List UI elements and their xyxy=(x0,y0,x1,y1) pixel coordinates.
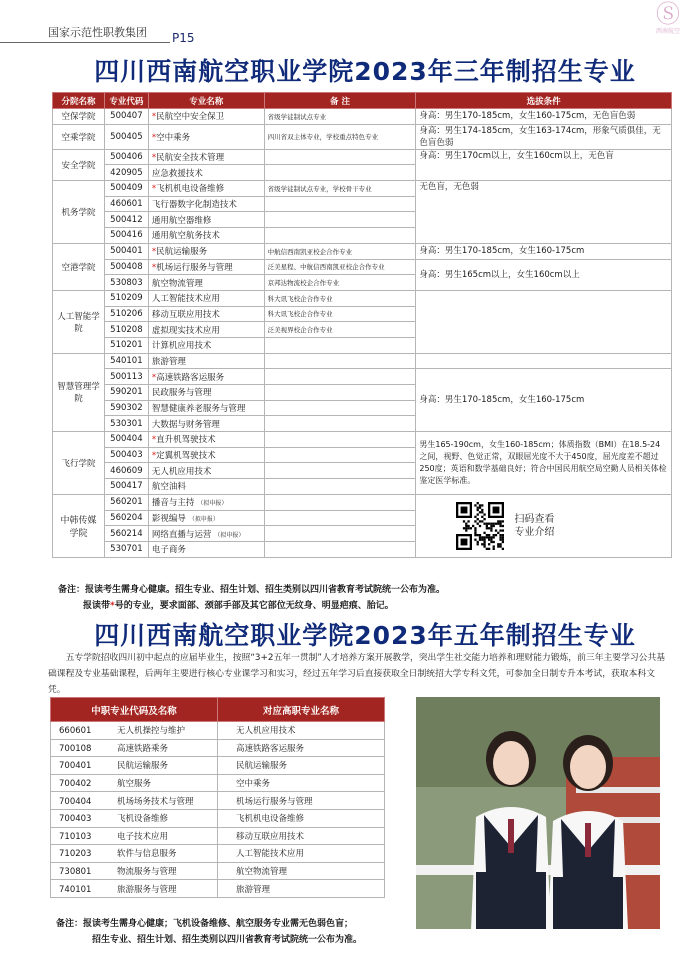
college-cell: 空保学院 xyxy=(53,109,105,125)
college-cell: 机务学院 xyxy=(53,181,105,244)
table-row xyxy=(51,757,385,775)
remark-cell xyxy=(264,337,416,353)
higher-major-cell: 飞机机电设备维修 xyxy=(218,809,385,827)
secondary-major-cell xyxy=(51,845,218,863)
five-year-title: 四川西南航空职业学院2023年五年制招生专业 xyxy=(94,621,636,650)
condition-cell: 男生165-190cm，女生160-185cm；体质指数（BMI）在18.5-24之间，视野、色觉正常，双眼屈光度不大于450度，屈光度差不超过250度；英语和数学基础良好；符合中国民用航空局空勤人员相关体检鉴定医学标准。 xyxy=(416,432,672,495)
remark-cell: 科大讯飞校企合作专业 xyxy=(264,306,416,322)
code-cell: 500403 xyxy=(104,447,148,463)
qr-caption-line-2: 专业介绍 xyxy=(514,526,555,538)
secondary-major-cell xyxy=(51,862,218,880)
table-row xyxy=(51,722,385,740)
star-mark: * xyxy=(151,451,157,462)
star-mark: * xyxy=(151,372,157,383)
major-name: 机场运行服务与管理 xyxy=(156,262,233,273)
note-line-2 xyxy=(58,598,445,614)
higher-major-cell: 人工智能技术应用 xyxy=(218,845,385,863)
col-condition: 选拔条件 xyxy=(416,93,672,109)
code-cell: 530803 xyxy=(104,275,148,291)
major-name: 通用航空航务技术 xyxy=(151,231,220,242)
higher-major-cell: 高速铁路客运服务 xyxy=(218,739,385,757)
five-year-body xyxy=(51,722,385,898)
students-illustration xyxy=(416,697,660,929)
table-row xyxy=(53,259,672,275)
major-name-cell xyxy=(148,353,264,369)
col-higher-major: 对应高职专业名称 xyxy=(218,698,385,722)
remark-cell xyxy=(264,432,416,448)
higher-major-cell: 民航运输服务 xyxy=(218,757,385,775)
condition-cell: 身高：男生170-185cm，女生160-175cm，无色盲色弱 xyxy=(416,109,672,125)
secondary-code: 740101 xyxy=(59,884,92,895)
students-photo xyxy=(416,697,660,929)
major-name-cell xyxy=(148,212,264,228)
major-name: 航空油料 xyxy=(151,482,186,493)
star-mark: * xyxy=(151,435,157,446)
note-line-2-pre: 报读带 xyxy=(83,601,111,611)
remark-cell xyxy=(264,196,416,212)
major-name-cell xyxy=(148,306,264,322)
code-cell: 500405 xyxy=(104,124,148,149)
col-remark: 备 注 xyxy=(264,93,416,109)
major-name: 移动互联应用技术 xyxy=(151,309,220,320)
remark-cell xyxy=(264,165,416,181)
code-cell: 590201 xyxy=(104,385,148,401)
secondary-code: 710103 xyxy=(59,831,92,842)
secondary-name: 航空服务 xyxy=(117,779,152,790)
condition-cell: 无色盲，无色弱 xyxy=(416,181,672,244)
table-row xyxy=(53,494,672,510)
major-name-cell xyxy=(148,109,264,125)
major-name-cell xyxy=(148,181,264,197)
remark-cell xyxy=(264,510,416,526)
three-year-body xyxy=(53,109,672,558)
table-row xyxy=(53,149,672,165)
major-name: 电子商务 xyxy=(151,545,186,556)
secondary-major-cell xyxy=(51,792,218,810)
condition-cell: 身高：男生165cm以上，女生160cm以上 xyxy=(416,259,672,290)
major-name: 高速铁路客运服务 xyxy=(156,372,225,383)
major-name: 定翼机驾驶技术 xyxy=(156,451,216,462)
major-name-cell xyxy=(148,337,264,353)
secondary-code: 700404 xyxy=(59,796,92,807)
condition-cell xyxy=(416,494,672,557)
three-year-table xyxy=(52,92,672,558)
note2-line-1: 备注：报读考生需身心健康；飞机设备维修、航空服务专业需无色弱色盲； xyxy=(56,919,354,929)
code-cell: 500417 xyxy=(104,479,148,495)
table-row xyxy=(51,827,385,845)
remark-cell: 泛美星程、中航信西南凯亚校企合作专业 xyxy=(264,259,416,275)
college-cell: 空乘学院 xyxy=(53,124,105,149)
section2-note xyxy=(56,916,426,948)
secondary-name: 旅游服务与管理 xyxy=(117,884,177,895)
star-mark: * xyxy=(151,112,157,123)
code-cell: 500416 xyxy=(104,228,148,244)
remark-cell xyxy=(264,228,416,244)
code-cell: 560204 xyxy=(104,510,148,526)
remark-cell: 泛美视界校企合作专业 xyxy=(264,322,416,338)
major-name: 计算机应用技术 xyxy=(151,341,212,352)
major-name: 网络直播与运营 xyxy=(151,529,212,540)
table-row xyxy=(53,109,672,125)
code-cell: 500408 xyxy=(104,259,148,275)
logo-caption: 西南航空 xyxy=(655,28,680,35)
secondary-name: 飞机设备维修 xyxy=(117,814,169,825)
table-row xyxy=(51,809,385,827)
code-cell: 510201 xyxy=(104,337,148,353)
major-name-cell xyxy=(148,290,264,306)
higher-major-cell: 航空物流管理 xyxy=(218,862,385,880)
table-row xyxy=(51,880,385,898)
code-cell: 510209 xyxy=(104,290,148,306)
major-name: 虚拟现实技术应用 xyxy=(151,325,220,336)
pending-tag: （拟申报） xyxy=(188,515,219,523)
remark-cell: 京邦达物流校企合作专业 xyxy=(264,275,416,291)
major-name: 空中乘务 xyxy=(156,132,191,143)
col-secondary-major: 中职专业代码及名称 xyxy=(51,698,218,722)
pending-tag: （拟申报） xyxy=(197,500,228,508)
major-name: 直升机驾驶技术 xyxy=(156,435,216,446)
code-cell: 510208 xyxy=(104,322,148,338)
major-name-cell xyxy=(148,432,264,448)
remark-cell xyxy=(264,385,416,401)
major-name-cell xyxy=(148,463,264,479)
secondary-code: 700108 xyxy=(59,743,92,754)
code-cell: 510206 xyxy=(104,306,148,322)
remark-cell xyxy=(264,212,416,228)
major-name: 大数据与财务管理 xyxy=(151,419,220,430)
major-name-cell xyxy=(148,275,264,291)
major-name: 航空物流管理 xyxy=(151,278,203,289)
secondary-name: 电子技术应用 xyxy=(117,831,169,842)
major-name: 播音与主持 xyxy=(151,498,195,509)
major-name-cell xyxy=(148,479,264,495)
star-mark: * xyxy=(151,262,157,273)
major-name: 无人机应用技术 xyxy=(151,466,212,477)
college-cell: 智慧管理学院 xyxy=(53,353,105,431)
major-name: 应急救援技术 xyxy=(151,168,203,179)
secondary-code: 700403 xyxy=(59,814,92,825)
code-cell: 500409 xyxy=(104,181,148,197)
higher-major-cell: 无人机应用技术 xyxy=(218,722,385,740)
section1-note xyxy=(58,582,445,614)
major-name: 通用航空器维修 xyxy=(151,215,212,226)
major-name: 民航运输服务 xyxy=(156,247,208,258)
school-logo xyxy=(648,2,688,36)
college-cell: 飞行学院 xyxy=(53,432,105,495)
major-name-cell xyxy=(148,494,264,510)
star-mark: * xyxy=(151,132,157,143)
qr-code-icon[interactable] xyxy=(456,502,504,550)
remark-cell xyxy=(264,353,416,369)
major-name-cell xyxy=(148,149,264,165)
note-line-1: 备注：报读考生需身心健康。招生专业、招生计划、招生类别以四川省教育考试院统一公布为准。 xyxy=(58,585,446,595)
secondary-code: 660601 xyxy=(59,726,92,737)
col-college: 分院名称 xyxy=(53,93,105,109)
major-name: 民政服务与管理 xyxy=(151,388,212,399)
page-header xyxy=(0,0,700,46)
logo-mark: Ⓢ xyxy=(656,0,680,28)
major-name-cell xyxy=(148,322,264,338)
secondary-code: 700401 xyxy=(59,761,92,772)
secondary-major-cell xyxy=(51,774,218,792)
qr-caption xyxy=(514,513,554,539)
note-line-2-post: 号的专业，要求面部、颈部手部及其它部位无纹身、明显疤痕、胎记。 xyxy=(114,601,394,611)
code-cell: 540101 xyxy=(104,353,148,369)
remark-cell xyxy=(264,447,416,463)
secondary-name: 民航运输服务 xyxy=(117,761,169,772)
major-name-cell xyxy=(148,165,264,181)
code-cell: 500404 xyxy=(104,432,148,448)
remark-cell xyxy=(264,541,416,557)
remark-cell: 中航信西南凯亚校企合作专业 xyxy=(264,243,416,259)
star-mark: * xyxy=(151,184,157,195)
remark-cell: 省级学徒制试点专业，学校骨干专业 xyxy=(264,181,416,197)
condition-cell: 身高：男生170-185cm，女生160-175cm xyxy=(416,243,672,259)
remark-cell xyxy=(264,369,416,385)
major-name-cell xyxy=(148,369,264,385)
header-rule xyxy=(0,42,170,43)
college-cell: 安全学院 xyxy=(53,149,105,180)
code-cell: 530301 xyxy=(104,416,148,432)
secondary-name: 物流服务与管理 xyxy=(117,867,177,878)
code-cell: 560214 xyxy=(104,526,148,542)
remark-cell: 四川省双主体专业，学校重点特色专业 xyxy=(264,124,416,149)
condition-cell: 身高：男生174-185cm，女生163-174cm，形象气质俱佳，无色盲色弱 xyxy=(416,124,672,149)
group-name: 国家示范性职教集团 xyxy=(48,26,147,39)
major-name: 影视编导 xyxy=(151,513,186,524)
secondary-major-cell xyxy=(51,880,218,898)
remark-cell: 科大讯飞校企合作专业 xyxy=(264,290,416,306)
secondary-code: 710203 xyxy=(59,849,92,860)
major-name: 人工智能技术应用 xyxy=(151,294,220,305)
col-name: 专业名称 xyxy=(148,93,264,109)
code-cell: 530701 xyxy=(104,541,148,557)
five-year-table xyxy=(50,697,385,898)
secondary-name: 机场场务技术与管理 xyxy=(117,796,194,807)
secondary-major-cell xyxy=(51,757,218,775)
code-cell: 420905 xyxy=(104,165,148,181)
table-row xyxy=(53,124,672,149)
table-row xyxy=(53,353,672,369)
table-row xyxy=(51,792,385,810)
major-name-cell xyxy=(148,510,264,526)
secondary-name: 无人机操控与维护 xyxy=(117,726,186,737)
remark-cell xyxy=(264,463,416,479)
page-number: P15 xyxy=(172,31,195,45)
star-mark: * xyxy=(151,247,157,258)
secondary-name: 高速铁路乘务 xyxy=(117,743,169,754)
pending-tag: （拟申报） xyxy=(214,531,245,539)
major-name-cell xyxy=(148,541,264,557)
college-cell: 中韩传媒学院 xyxy=(53,494,105,557)
major-name: 飞机机电设备维修 xyxy=(156,184,225,195)
major-name-cell xyxy=(148,124,264,149)
secondary-major-cell xyxy=(51,739,218,757)
note2-line-2: 招生专业、招生计划、招生类别以四川省教育考试院统一公布为准。 xyxy=(92,935,363,945)
college-cell: 人工智能学院 xyxy=(53,290,105,353)
higher-major-cell: 空中乘务 xyxy=(218,774,385,792)
higher-major-cell: 旅游管理 xyxy=(218,880,385,898)
major-name-cell xyxy=(148,400,264,416)
code-cell: 500412 xyxy=(104,212,148,228)
secondary-major-cell xyxy=(51,827,218,845)
major-name-cell xyxy=(148,243,264,259)
major-name-cell xyxy=(148,385,264,401)
secondary-name: 软件与信息服务 xyxy=(117,849,177,860)
remark-cell xyxy=(264,416,416,432)
remark-cell xyxy=(264,494,416,510)
major-name-cell xyxy=(148,259,264,275)
remark-cell xyxy=(264,526,416,542)
major-name: 智慧健康养老服务与管理 xyxy=(151,404,246,415)
code-cell: 500407 xyxy=(104,109,148,125)
condition-cell xyxy=(416,353,672,369)
major-name: 旅游管理 xyxy=(151,356,186,367)
table-header-row xyxy=(51,698,385,722)
remark-cell xyxy=(264,479,416,495)
major-name: 民航空中安全保卫 xyxy=(156,112,225,123)
table-row xyxy=(51,774,385,792)
major-name-cell xyxy=(148,196,264,212)
star-mark: * xyxy=(110,601,115,611)
col-code: 专业代码 xyxy=(104,93,148,109)
remark-cell: 省级学徒制试点专业 xyxy=(264,109,416,125)
remark-cell xyxy=(264,149,416,165)
qr-caption-line-1: 扫码查看 xyxy=(514,513,555,525)
secondary-major-cell xyxy=(51,722,218,740)
major-name-cell xyxy=(148,416,264,432)
table-row xyxy=(53,369,672,385)
higher-major-cell: 机场运行服务与管理 xyxy=(218,792,385,810)
table-row xyxy=(51,862,385,880)
five-year-intro: 五专学院招收四川初中起点的应届毕业生，按照“3+2五年一贯制”人才培养方案开展教学，突出学生社交能力培养和理财能力锻炼，前三年主要学习公共基础课程及专业基础课程，后两年主要进行核心专业课学习和实习，经过五年学习后直接获取全日制统招大学专科文凭，可参加全日制专升本考试，获取本科文凭。 xyxy=(48,653,666,695)
code-cell: 560201 xyxy=(104,494,148,510)
major-name-cell xyxy=(148,228,264,244)
secondary-major-cell xyxy=(51,809,218,827)
table-row xyxy=(53,243,672,259)
college-cell: 空港学院 xyxy=(53,243,105,290)
condition-cell: 身高：男生170-185cm，女生160-175cm xyxy=(416,369,672,432)
major-name-cell xyxy=(148,526,264,542)
secondary-code: 730801 xyxy=(59,867,92,878)
table-row xyxy=(53,290,672,306)
code-cell: 590302 xyxy=(104,400,148,416)
table-row xyxy=(51,739,385,757)
major-name: 飞行器数字化制造技术 xyxy=(151,200,237,211)
secondary-code: 700402 xyxy=(59,779,92,790)
table-header-row xyxy=(53,93,672,109)
three-year-title: 四川西南航空职业学院2023年三年制招生专业 xyxy=(94,57,636,86)
code-cell: 500113 xyxy=(104,369,148,385)
table-row xyxy=(51,845,385,863)
table-row xyxy=(53,432,672,448)
code-cell: 500401 xyxy=(104,243,148,259)
code-cell: 460601 xyxy=(104,196,148,212)
major-name-cell xyxy=(148,447,264,463)
major-name: 民航安全技术管理 xyxy=(156,153,225,164)
remark-cell xyxy=(264,400,416,416)
higher-major-cell: 移动互联应用技术 xyxy=(218,827,385,845)
code-cell: 500406 xyxy=(104,149,148,165)
condition-cell xyxy=(416,290,672,353)
code-cell: 460609 xyxy=(104,463,148,479)
condition-cell: 身高：男生170cm以上，女生160cm以上，无色盲 xyxy=(416,149,672,180)
table-row xyxy=(53,181,672,197)
star-mark: * xyxy=(151,153,157,164)
